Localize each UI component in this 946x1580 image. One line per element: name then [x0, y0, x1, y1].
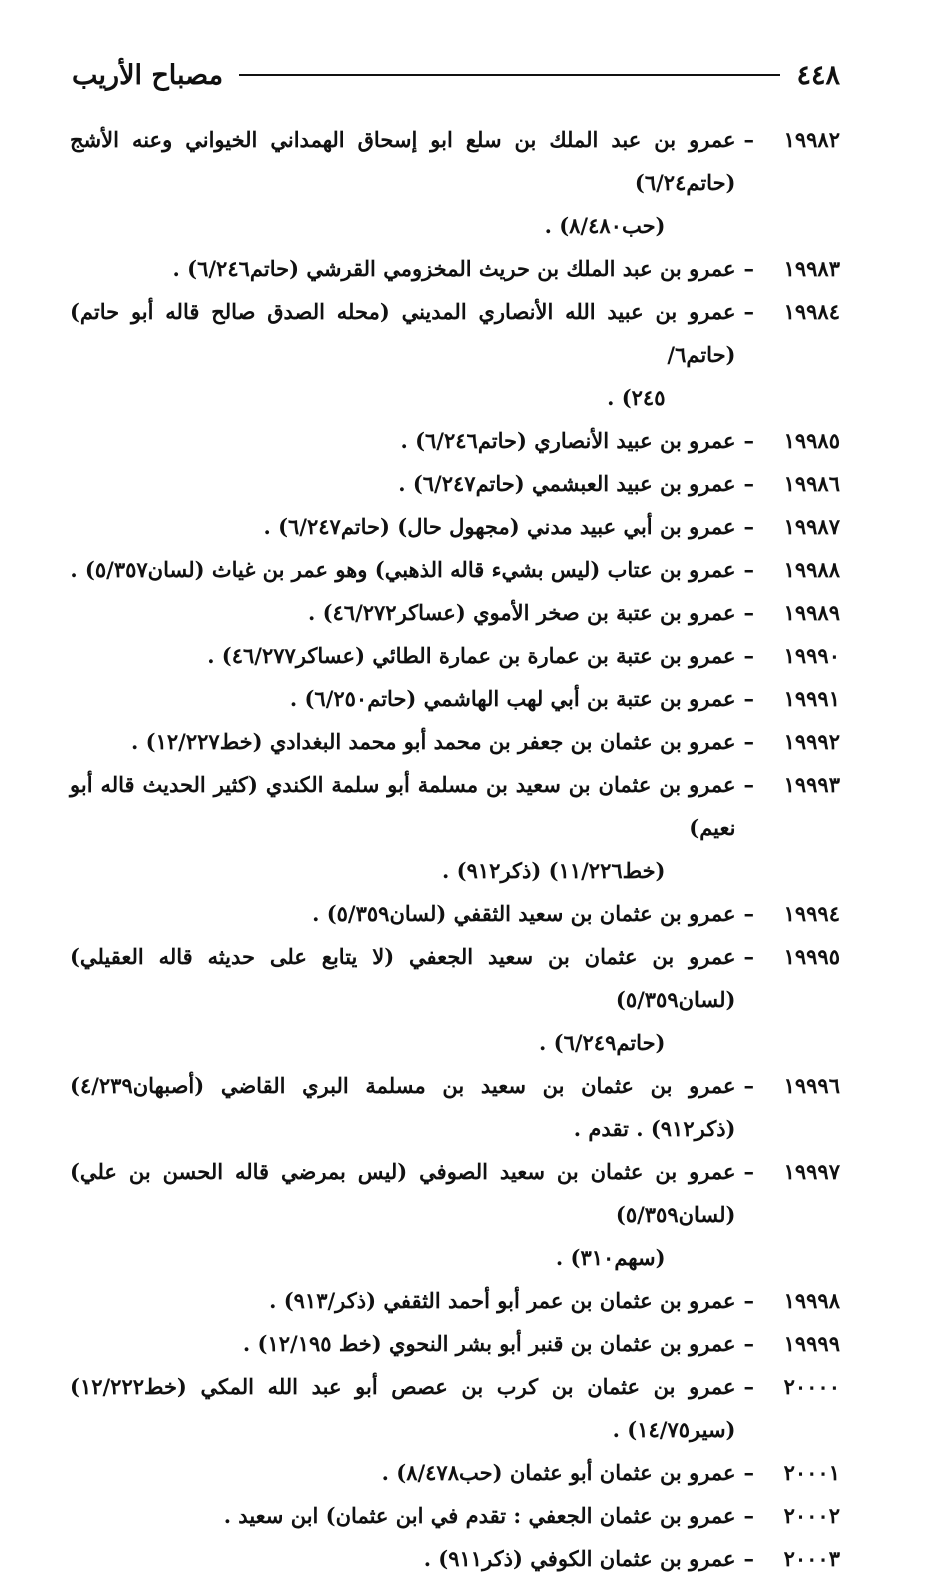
entry-number: ١٩٩٩٣ — [783, 772, 840, 797]
entry-number: ١٩٩٩٢ — [783, 729, 840, 754]
entry-text: عمرو بن أبي عبيد مدني (مجهول حال) (حاتم٦/٢٤٧) . — [263, 514, 736, 539]
list-item — [70, 1365, 840, 1451]
entry-text-block — [70, 1322, 736, 1365]
entry-text-block — [70, 290, 736, 419]
list-item — [70, 462, 840, 505]
entry-dash: – — [743, 127, 754, 152]
entry-dash: – — [743, 729, 754, 754]
entry-number: ٢٠٠٠٣ — [783, 1546, 840, 1571]
entry-number: ١٩٩٩١ — [783, 686, 840, 711]
entry-dash: – — [743, 1460, 754, 1485]
entry-text: عمرو بن عثمان بن كرب بن عصص أبو عبد الله المكي (خط١٢/٢٢٢) (سير١٤/٧٥) . — [70, 1374, 736, 1442]
running-title: مصباح الأريب — [72, 59, 224, 91]
entry-text: عمرو بن عثمان بن سعيد بن مسلمة البري القاضي (أصبهان٤/٢٣٩) (ذكر٩١٢) . تقدم . — [70, 1073, 736, 1141]
list-item — [70, 763, 840, 892]
entry-text-block — [70, 1064, 736, 1150]
entry-number: ١٩٩٩٦ — [783, 1073, 840, 1098]
list-item — [70, 1537, 840, 1580]
entry-dash: – — [743, 471, 754, 496]
entry-number: ١٩٩٨٧ — [783, 514, 840, 539]
entry-continuation: (حب٨/٤٨٠) . — [544, 213, 666, 238]
entry-text: عمرو بن عثمان أبو عثمان (حب٨/٤٧٨) . — [381, 1460, 736, 1485]
entry-continuation: (خط١١/٢٢٦) (ذكر٩١٢) . — [442, 858, 666, 883]
entry-dash: – — [743, 686, 754, 711]
entry-text: عمرو بن عثمان الكوفي (ذكر٩١١) . — [423, 1546, 736, 1571]
entry-text-block — [70, 634, 736, 677]
list-item — [70, 1451, 840, 1494]
list-item — [70, 591, 840, 634]
list-item — [70, 548, 840, 591]
entry-text-block — [70, 677, 736, 720]
list-item — [70, 1150, 840, 1279]
entry-list — [70, 118, 840, 1580]
entry-text-block — [70, 1365, 736, 1451]
entry-text: عمرو بن عثمان الجعفي : تقدم في ابن عثمان) ابن سعيد . — [223, 1503, 736, 1528]
entry-continuation: ٢٤٥) . — [607, 385, 666, 410]
entry-number: ٢٠٠٠٢ — [783, 1503, 840, 1528]
list-item — [70, 1322, 840, 1365]
entry-text: عمرو بن عثمان بن سعيد الصوفي (ليس بمرضي قاله الحسن بن علي) (لسان٥/٣٥٩) — [70, 1159, 736, 1227]
entry-text-block — [70, 118, 736, 247]
entry-dash: – — [743, 600, 754, 625]
list-item — [70, 677, 840, 720]
list-item — [70, 634, 840, 677]
entry-text: عمرو بن عثمان بن سعيد الجعفي (لا يتابع على حديثه قاله العقيلي) (لسان٥/٣٥٩) — [70, 944, 736, 1012]
entry-number: ٢٠٠٠٠ — [783, 1374, 840, 1399]
list-item — [70, 935, 840, 1064]
page-number: ٤٤٨ — [796, 59, 840, 91]
entry-number: ١٩٩٩٥ — [783, 944, 840, 969]
list-item — [70, 720, 840, 763]
entry-dash: – — [743, 1073, 754, 1098]
entry-text-block — [70, 1494, 736, 1537]
entry-dash: – — [743, 1546, 754, 1571]
entry-text-block — [70, 720, 736, 763]
entry-text: عمرو بن عثمان بن قنبر أبو بشر النحوي (خط ١٢/١٩٥) . — [242, 1331, 736, 1356]
entry-number: ١٩٩٨٩ — [783, 600, 840, 625]
entry-dash: – — [743, 1331, 754, 1356]
entry-number: ١٩٩٨٢ — [783, 127, 840, 152]
list-item — [70, 1279, 840, 1322]
entry-text: عمرو بن عبد الملك بن حريث المخزومي القرشي (حاتم٦/٢٤٦) . — [172, 256, 736, 281]
entry-dash: – — [743, 256, 754, 281]
entry-text-block — [70, 419, 736, 462]
list-item — [70, 892, 840, 935]
list-item — [70, 290, 840, 419]
entry-text-block — [70, 1537, 736, 1580]
entry-number: ١٩٩٨٣ — [783, 256, 840, 281]
list-item — [70, 247, 840, 290]
entry-text: عمرو بن عثمان بن سعيد الثقفي (لسان٥/٣٥٩) . — [312, 901, 736, 926]
entry-text: عمرو بن عتاب (ليس بشيء قاله الذهبي) وهو عمر بن غياث (لسان٥/٣٥٧) . — [70, 557, 736, 582]
entry-text: عمرو بن عثمان بن سعيد بن مسلمة أبو سلمة الكندي (كثير الحديث قاله أبو نعيم) — [70, 772, 736, 840]
entry-dash: – — [743, 1288, 754, 1313]
entry-dash: – — [743, 901, 754, 926]
entry-text: عمرو بن عثمان بن عمر أبو أحمد الثقفي (ذكر/٩١٣) . — [269, 1288, 736, 1313]
entry-dash: – — [743, 514, 754, 539]
entry-text-block — [70, 935, 736, 1064]
entry-text-block — [70, 1150, 736, 1279]
entry-text: عمرو بن عتبة بن أبي لهب الهاشمي (حاتم٦/٢٥٠) . — [289, 686, 736, 711]
entry-dash: – — [743, 643, 754, 668]
list-item — [70, 118, 840, 247]
entry-text: عمرو بن عتبة بن صخر الأموي (عساكر٤٦/٢٧٢) . — [307, 600, 736, 625]
header-rule — [239, 74, 780, 76]
entry-dash: – — [743, 1503, 754, 1528]
entry-dash: – — [743, 1374, 754, 1399]
entry-number: ١٩٩٨٦ — [783, 471, 840, 496]
entry-number: ١٩٩٩٩ — [783, 1331, 840, 1356]
entry-dash: – — [743, 299, 754, 324]
entry-dash: – — [743, 557, 754, 582]
entry-text-block — [70, 1279, 736, 1322]
entry-text-block — [70, 548, 736, 591]
entry-number: ١٩٩٩٧ — [783, 1159, 840, 1184]
entry-text-block — [70, 247, 736, 290]
entry-number: ١٩٩٨٨ — [783, 557, 840, 582]
entry-text: عمرو بن عبيد الأنصاري (حاتم٦/٢٤٦) . — [400, 428, 736, 453]
page-header — [72, 52, 840, 98]
list-item — [70, 419, 840, 462]
entry-text-block — [70, 892, 736, 935]
entry-number: ١٩٩٩٠ — [783, 643, 840, 668]
list-item — [70, 1064, 840, 1150]
list-item — [70, 1494, 840, 1537]
entry-dash: – — [743, 944, 754, 969]
entry-text-block — [70, 591, 736, 634]
entry-text-block — [70, 505, 736, 548]
entry-number: ١٩٩٨٥ — [783, 428, 840, 453]
entry-text: عمرو بن عبد الملك بن سلع ابو إسحاق الهمداني الخيواني وعنه الأشج (حاتم٦/٢٤) — [70, 127, 736, 195]
entry-text: عمرو بن عبيد الله الأنصاري المديني (محله الصدق صالح قاله أبو حاتم) (حاتم٦/ — [70, 299, 736, 367]
entry-text-block — [70, 462, 736, 505]
list-item — [70, 505, 840, 548]
entry-text: عمرو بن عبيد العبشمي (حاتم٦/٢٤٧) . — [398, 471, 736, 496]
entry-dash: – — [743, 772, 754, 797]
entry-number: ١٩٩٩٨ — [783, 1288, 840, 1313]
entry-text: عمرو بن عتبة بن عمارة بن عمارة الطائي (عساكر٤٦/٢٧٧) . — [207, 643, 736, 668]
entry-continuation: (حاتم٦/٢٤٩) . — [539, 1030, 666, 1055]
entry-dash: – — [743, 1159, 754, 1184]
entry-dash: – — [743, 428, 754, 453]
entry-number: ١٩٩٩٤ — [783, 901, 840, 926]
entry-text: عمرو بن عثمان بن جعفر بن محمد أبو محمد البغدادي (خط١٢/٢٢٧) . — [131, 729, 736, 754]
entry-number: ٢٠٠٠١ — [783, 1460, 840, 1485]
entry-text-block — [70, 763, 736, 892]
entry-continuation: (سهم٣١٠) . — [555, 1245, 666, 1270]
entry-number: ١٩٩٨٤ — [783, 299, 840, 324]
entry-text-block — [70, 1451, 736, 1494]
